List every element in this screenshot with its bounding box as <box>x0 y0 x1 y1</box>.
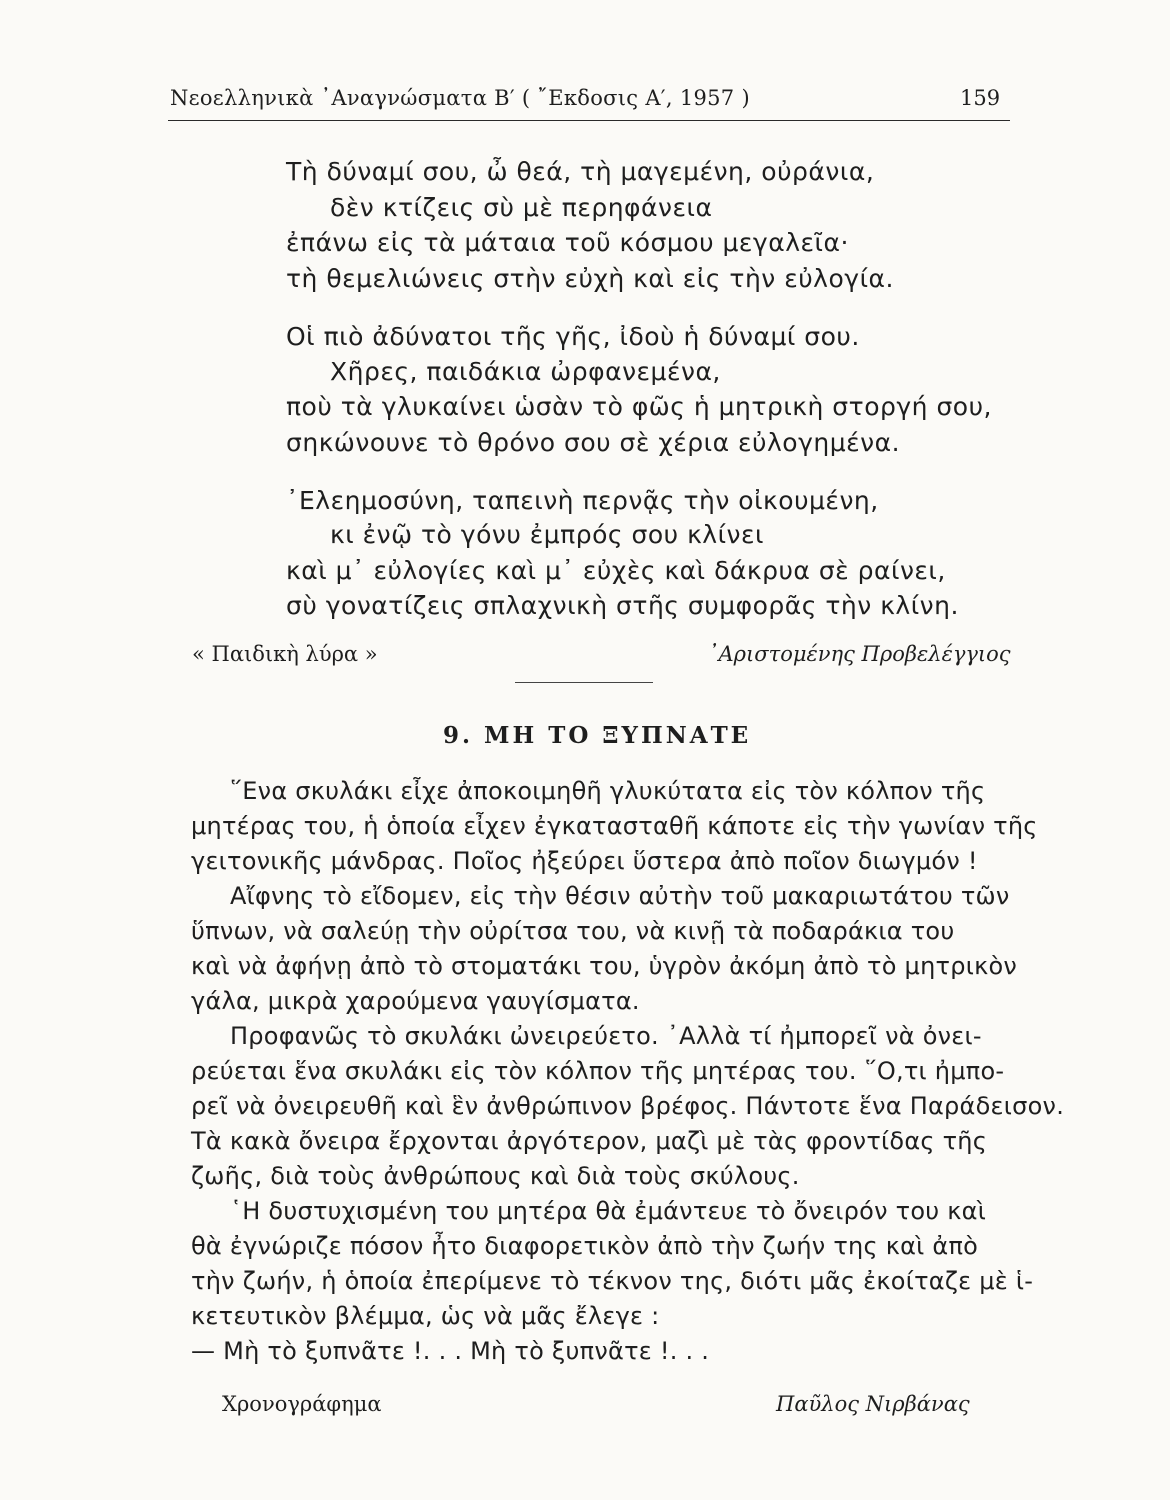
prose-line: ῾Η δυστυχισμένη του μητέρα θὰ ἐμάντευε τὸ ὄνειρόν του καὶ <box>230 1197 987 1225</box>
poem-line: ποὺ τὰ γλυκαίνει ὡσὰν τὸ φῶς ἡ μητρικὴ στοργή σου, <box>286 392 993 421</box>
running-header: Νεοελληνικὰ ᾽Αναγνώσματα Β′ ( ῎Εκδοσις Α′, 1957 ) <box>170 86 750 110</box>
prose-line: γειτονικῆς μάνδρας. Ποῖος ἠξεύρει ὕστερα ἀπὸ ποῖον διωγμόν ! <box>191 847 978 875</box>
prose-line: ῞Ενα σκυλάκι εἶχε ἀποκοιμηθῆ γλυκύτατα εἰς τὸν κόλπον τῆς <box>230 777 986 805</box>
prose-line: μητέρας του, ἡ ὁποία εἶχεν ἐγκατασταθῆ κάποτε εἰς τὴν γωνίαν τῆς <box>191 812 1038 840</box>
poem-line: τὴ θεμελιώνεις στὴν εὐχὴ καὶ εἰς τὴν εὐλογία. <box>286 264 894 293</box>
poem-line: καὶ μ᾽ εὐλογίες καὶ μ᾽ εὐχὲς καὶ δάκρυα σὲ ραίνει, <box>286 556 946 585</box>
prose-line: Προφανῶς τὸ σκυλάκι ὠνειρεύετο. ᾽Αλλὰ τί ἠμπορεῖ νὰ ὀνει- <box>230 1022 982 1050</box>
section-title: 9. ΜΗ ΤΟ ΞΥΠΝΑΤΕ <box>443 722 752 749</box>
header-rule <box>168 120 1010 121</box>
prose-line: ρεύεται ἕνα σκυλάκι εἰς τὸν κόλπον τῆς μητέρας του. ῞Ο,τι ἠμπο- <box>191 1057 1005 1085</box>
prose-line: γάλα, μικρὰ χαρούμενα γαυγίσματα. <box>191 987 640 1015</box>
poem-line: Τὴ δύναμί σου, ὦ θεά, τὴ μαγεμένη, οὐράνια, <box>286 157 875 186</box>
prose-author: Παῦλος Νιρβάνας <box>776 1392 970 1416</box>
poem-line: ἐπάνω εἰς τὰ μάταια τοῦ κόσμου μεγαλεῖα· <box>286 228 849 257</box>
poem-source: « Παιδικὴ λύρα » <box>192 642 378 666</box>
poem-line: Οἱ πιὸ ἀδύνατοι τῆς γῆς, ἰδοὺ ἡ δύναμί σου. <box>286 322 860 351</box>
prose-line: ρεῖ νὰ ὀνειρευθῆ καὶ ἓν ἀνθρώπινον βρέφος. Πάντοτε ἕνα Παράδεισον. <box>191 1092 1065 1120</box>
prose-line: Αἴφνης τὸ εἴδομεν, εἰς τὴν θέσιν αὐτὴν τοῦ μακαριωτάτου τῶν <box>230 882 1010 910</box>
poem-line: σηκώνουνε τὸ θρόνο σου σὲ χέρια εὐλογημένα. <box>286 428 901 457</box>
poem-line: σὺ γονατίζεις σπλαχνικὴ στῆς συμφορᾶς τὴν κλίνη. <box>286 591 959 620</box>
prose-line: καὶ νὰ ἀφήνῃ ἀπὸ τὸ στοματάκι του, ὑγρὸν ἀκόμη ἀπὸ τὸ μητρικὸν <box>191 952 1018 980</box>
prose-line: ζωῆς, διὰ τοὺς ἀνθρώπους καὶ διὰ τοὺς σκύλους. <box>191 1162 800 1190</box>
page-number: 159 <box>960 86 1001 110</box>
poem-line: δὲν κτίζεις σὺ μὲ περηφάνεια <box>330 193 713 222</box>
poem-line: ᾽Ελεημοσύνη, ταπεινὴ περνᾷς τὴν οἰκουμένη, <box>286 486 879 515</box>
prose-source: Χρονογράφημα <box>222 1392 382 1416</box>
prose-line: θὰ ἐγνώριζε πόσον ἦτο διαφορετικὸν ἀπὸ τὴν ζωήν της καὶ ἀπὸ <box>191 1232 979 1260</box>
poem-line: κι ἐνῷ τὸ γόνυ ἐμπρός σου κλίνει <box>330 520 764 549</box>
section-separator <box>515 682 653 683</box>
prose-line: κετευτικὸν βλέμμα, ὡς νὰ μᾶς ἔλεγε : <box>191 1302 660 1330</box>
prose-line: — Μὴ τὸ ξυπνᾶτε !. . . Μὴ τὸ ξυπνᾶτε !. . . <box>191 1337 710 1365</box>
poem-author: ᾽Αριστομένης Προβελέγγιος <box>708 642 1011 666</box>
poem-line: Χῆρες, παιδάκια ὠρφανεμένα, <box>330 357 721 386</box>
prose-line: τὴν ζωήν, ἡ ὁποία ἐπερίμενε τὸ τέκνον της, διότι μᾶς ἐκοίταζε μὲ ἱ- <box>191 1267 1034 1295</box>
prose-line: Τὰ κακὰ ὄνειρα ἔρχονται ἀργότερον, μαζὶ μὲ τὰς φροντίδας τῆς <box>191 1127 988 1155</box>
prose-line: ὕπνων, νὰ σαλεύῃ τὴν οὐρίτσα του, νὰ κινῇ τὰ ποδαράκια του <box>191 917 955 945</box>
